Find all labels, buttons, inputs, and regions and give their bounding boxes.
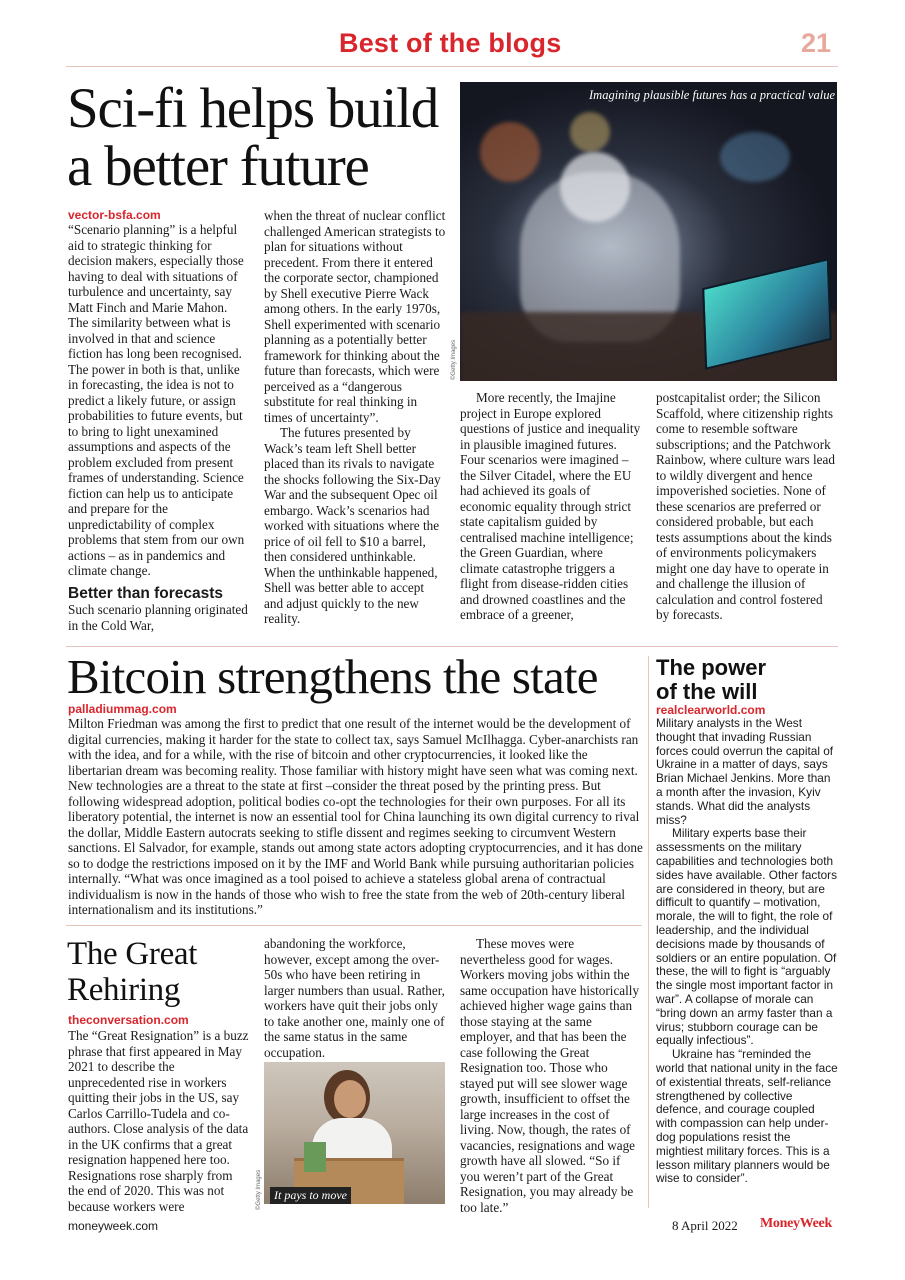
photo-credit: ©Getty Images bbox=[256, 1169, 262, 1210]
source-link[interactable]: vector-bsfa.com bbox=[68, 208, 161, 222]
moneyweek-logo: MoneyWeek bbox=[760, 1216, 832, 1231]
photo-caption: Imagining plausible futures has a practical value bbox=[589, 88, 836, 102]
paragraph: Military experts base their assessments on the military capabilities and technologies both sides have available. Other factors are considered in theory, but are difficult to quantify – motivation, morale, the will to fight, the role of leadership, and the individual decisions made by thousands of soldiers or an entire population. Of these, the will to fight is “arguably the single most important factor in war”. A collapse of morale can “bring down an army faster than a virus; stubborn courage can be equally infectious”. bbox=[656, 826, 837, 1048]
header-rule bbox=[66, 66, 838, 67]
footer-date: 8 April 2022 bbox=[672, 1218, 738, 1233]
paragraph: abandoning the workforce, however, except among the over-50s who have been retiring in larger numbers than usual. Rather, workers have quit their jobs only to take another one, mainly one of the same status in the same occupation. bbox=[264, 936, 445, 1060]
paragraph: Milton Friedman was among the first to predict that one result of the internet would be the development of digital currencies, making it harder for the state to collect tax, says Samuel McIlhagga. Cyber-anarchists ran with the idea, and for a while, with the rise of bitcoin and other cryptocurrencies, it looked like the libertarian dream was becoming reality. Those familiar with history might have seen what was coming next. New technologies are a threat to the state at first –consider the threat posed by the printing press. But following widespread adoption, political bodies co-opt the technologies for their own purposes. For all its liberatory potential, the internet is now an essential tool for China launching its own digital currency to rival the dollar, Middle Eastern autocrats seeking to stifle dissent and regimes seeking to circumvent Western sanctions. El Salvador, for example, stands out among state actors adopting cryptocurrencies, and it has done so to dodge the restrictions imposed on it by the IMF and World Bank while pursuing authoritarian policies internally. “What was once imagined as a tool poised to achieve a stateless global arena of contractual individualism is now in the hands of those who wish to free the state from the web of 20th-century liberal internationalism and its institutions.” bbox=[68, 716, 643, 917]
subheading: Better than forecasts bbox=[68, 585, 224, 602]
page-number: 21 bbox=[801, 28, 832, 58]
title-line: Sci-fi helps build bbox=[67, 77, 439, 140]
sidebar-divider bbox=[648, 656, 649, 1208]
paragraph: The “Great Resignation” is a buzz phrase that first appeared in May 2021 to describe the unprecedented rise in workers quitting their jobs in the US, say Carlos Carrillo-Tudela and co-authors. Close analysis of the data in the UK confirms that a great resignation happened here too. Resignations rose sharply from the end of 2020. This was not because workers were bbox=[68, 1028, 249, 1214]
article-column bbox=[68, 1028, 250, 1214]
photo-caption: It pays to move bbox=[270, 1187, 351, 1204]
paragraph: More recently, the Imajine project in Europe explored questions of justice and inequality in plausible imagined futures. Four scenarios were imagined – the Silver Citadel, where the EU had achieved its goals of economic equality through strict state capitalism guided by centralised machine intelligence; the Green Guardian, where climate catastrophe triggers a flight from disease-ridden cities and drowned coastlines and the embrace of a greener, bbox=[460, 390, 641, 622]
article-column bbox=[460, 390, 642, 623]
article-column bbox=[68, 602, 250, 633]
article-title-rehiring bbox=[67, 936, 197, 1008]
section-rule bbox=[66, 646, 838, 647]
source-link[interactable]: realclearworld.com bbox=[656, 703, 766, 717]
paragraph: The futures presented by Wack’s team left Shell better placed than its rivals to navigate the shocks following the Six-Day War and the subsequent Opec oil embargo. Wack’s scenarios had worked with situations where the price of oil fell to $10 a barrel, then considered unthinkable. When the unthinkable happened, Shell was better able to accept and adjust quickly to the new reality. bbox=[264, 425, 441, 626]
title-line: a better future bbox=[67, 135, 369, 198]
section-rule bbox=[66, 925, 642, 926]
source-link[interactable]: theconversation.com bbox=[68, 1013, 189, 1027]
paragraph: when the threat of nuclear conflict challenged American strategists to plan for situations without precedent. From there it entered the corporate sector, championed by Shell executive Pierre Wack among others. In the early 1970s, Shell experimented with scenario planning as a potentially better framework for thinking about the future than forecasts, which were perceived as a “dangerous substitute for real thinking in times of uncertainty”. bbox=[264, 208, 446, 425]
paragraph: “Scenario planning” is a helpful aid to strategic thinking for decision makers, especially those having to deal with situations of turbulence and uncertainty, say Matt Finch and Marie Mahon. The similarity between what is involved in that and science fiction has long been recognised. The power in both is that, unlike in forecasting, the idea is not to predict a likely future, or assign probabilities to future events, but to bring to light unexamined assumptions and aspects of the problem excluded from present frames of understanding. Science fiction can help us to anticipate and prepare for the unpredictability of complex problems that stem from our own actions – as in pandemics and climate change. bbox=[68, 222, 245, 578]
title-line: The power bbox=[656, 655, 767, 680]
source-link[interactable]: palladiummag.com bbox=[68, 702, 177, 716]
plant-shape bbox=[304, 1142, 326, 1172]
article-column bbox=[656, 390, 838, 623]
photo-credit: ©Getty Images bbox=[451, 339, 457, 380]
footer-site[interactable]: moneyweek.com bbox=[68, 1219, 159, 1233]
article-column bbox=[264, 936, 446, 1060]
title-line: Rehiring bbox=[67, 972, 181, 1008]
article-column bbox=[460, 936, 642, 1215]
paragraph: Such scenario planning originated in the Cold War, bbox=[68, 602, 248, 633]
woman-with-box-photo bbox=[264, 1062, 445, 1204]
title-line: of the will bbox=[656, 679, 758, 704]
article-column bbox=[264, 208, 446, 627]
robot-car-photo bbox=[460, 82, 837, 381]
paragraph: Ukraine has “reminded the world that national unity in the face of existential threats, self-reliance strengthened by collective defence, and courage coupled with compassion can help under-dog populations resist the mightiest military forces. This is a lesson military planners would be wise to consider”. bbox=[656, 1047, 838, 1186]
article-title-scifi bbox=[67, 77, 457, 198]
paragraph: postcapitalist order; the Silicon Scaffold, where citizenship rights come to resemble software subscriptions; and the Patchwork Rainbow, where culture wars lead to wildly divergent and hence impoverished societies. None of these scenarios are preferred or considered probable, but each tests assumptions about the kinds of environments policymakers might one day have to operate in and challenge the illusion of calculation and control fostered by forecasts. bbox=[656, 390, 835, 622]
title-line: The Great bbox=[67, 936, 198, 972]
paragraph: Military analysts in the West thought that invading Russian forces could overrun the capital of Ukraine in a matter of days, says Brian Michael Jenkins. More than a month after the invasion, Kyiv stands. What did the analysts miss? bbox=[656, 716, 834, 827]
paragraph: These moves were nevertheless good for wages. Workers moving jobs within the same occupation have historically achieved higher wage gains than those staying at the same employer, and that has been the case following the Great Resignation too. Those who stayed put will see slower wage growth, insufficient to offset the large increases in the cost of living. Now, though, the rates of vacancies, resignations and wage growth have all slowed. “So if you weren’t part of the Great Resignation, you may already be too late.” bbox=[460, 936, 640, 1215]
article-column bbox=[68, 222, 250, 579]
section-title: Best of the blogs bbox=[339, 28, 562, 58]
sidebar-body bbox=[656, 717, 838, 1186]
face-shape bbox=[334, 1080, 366, 1118]
article-body bbox=[68, 716, 644, 918]
article-title-bitcoin: Bitcoin strengthens the state bbox=[67, 649, 598, 704]
sidebar-title bbox=[656, 656, 766, 704]
